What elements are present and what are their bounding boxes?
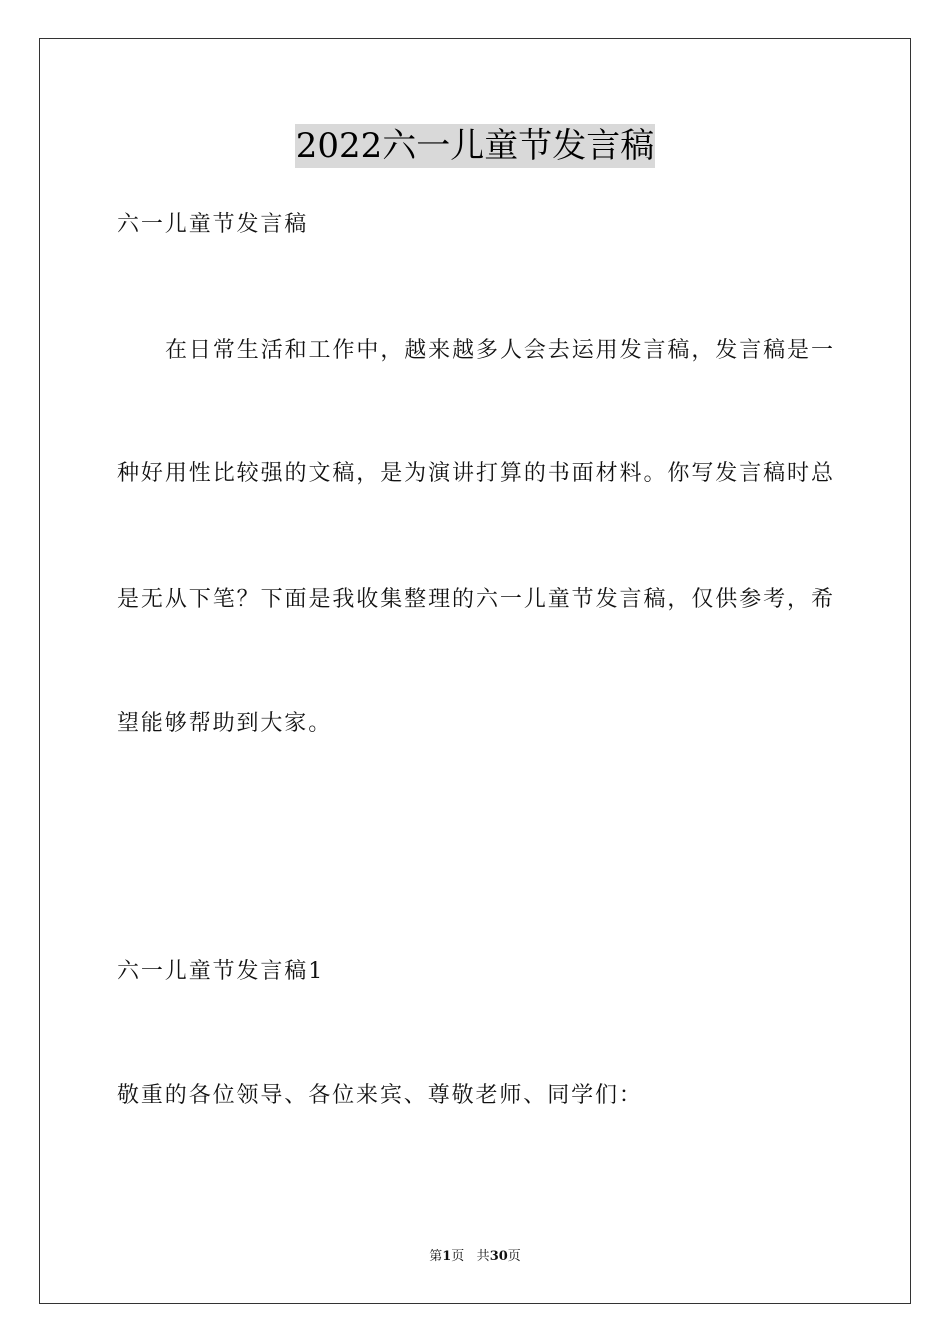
footer-total-suffix: 页 <box>507 1249 521 1264</box>
section-heading: 六一儿童节发言稿1 <box>117 959 325 984</box>
intro-line-4: 望能够帮助到大家。 <box>117 711 333 736</box>
title-container <box>0 124 950 168</box>
footer-page-prefix: 第 <box>429 1249 443 1264</box>
document-title: 2022六一儿童节发言稿 <box>295 126 655 166</box>
footer-page-number: 1 <box>442 1249 452 1264</box>
intro-line-1: 在日常生活和工作中，越来越多人会去运用发言稿，发言稿是一 <box>165 338 833 363</box>
page-footer <box>0 1248 950 1266</box>
footer-total-pages: 30 <box>489 1249 508 1264</box>
footer-page-suffix: 页 <box>451 1249 465 1264</box>
intro-line-2: 种好用性比较强的文稿，是为演讲打算的书面材料。你写发言稿时总 <box>117 461 833 486</box>
footer-total-prefix: 共 <box>476 1249 490 1264</box>
document-subtitle: 六一儿童节发言稿 <box>117 212 309 237</box>
intro-line-3: 是无从下笔？下面是我收集整理的六一儿童节发言稿，仅供参考，希 <box>117 587 833 612</box>
greeting-line: 敬重的各位领导、各位来宾、尊敬老师、同学们： <box>117 1083 643 1108</box>
